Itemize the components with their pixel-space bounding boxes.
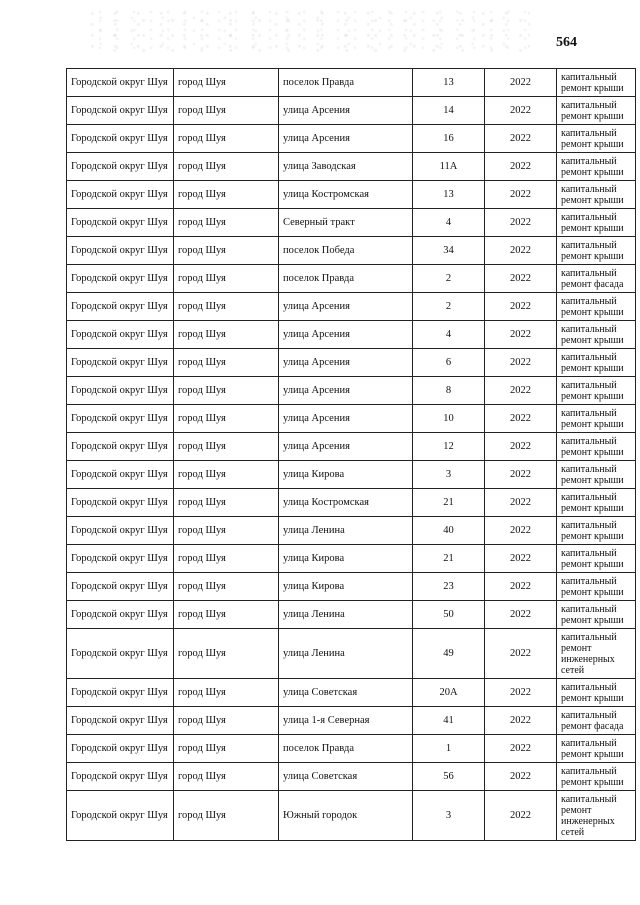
city-cell: город Шуя	[174, 209, 279, 237]
year-cell: 2022	[485, 181, 557, 209]
work-type-cell: капитальный ремонт крыши	[557, 517, 636, 545]
city-cell: город Шуя	[174, 679, 279, 707]
year-cell: 2022	[485, 517, 557, 545]
okrug-cell: Городской округ Шуя	[67, 791, 174, 841]
table-row	[67, 321, 636, 349]
house-number-cell: 21	[413, 545, 485, 573]
work-type-cell: капитальный ремонт крыши	[557, 405, 636, 433]
table-row	[67, 629, 636, 679]
work-type-cell: капитальный ремонт крыши	[557, 601, 636, 629]
okrug-cell: Городской округ Шуя	[67, 181, 174, 209]
okrug-cell: Городской округ Шуя	[67, 153, 174, 181]
year-cell: 2022	[485, 573, 557, 601]
year-cell: 2022	[485, 293, 557, 321]
table-row	[67, 489, 636, 517]
year-cell: 2022	[485, 629, 557, 679]
year-cell: 2022	[485, 209, 557, 237]
table-row	[67, 349, 636, 377]
house-number-cell: 50	[413, 601, 485, 629]
city-cell: город Шуя	[174, 405, 279, 433]
city-cell: город Шуя	[174, 433, 279, 461]
table-row	[67, 181, 636, 209]
year-cell: 2022	[485, 791, 557, 841]
year-cell: 2022	[485, 763, 557, 791]
okrug-cell: Городской округ Шуя	[67, 265, 174, 293]
work-type-cell: капитальный ремонт крыши	[557, 153, 636, 181]
work-type-cell: капитальный ремонт инженерных сетей	[557, 791, 636, 841]
city-cell: город Шуя	[174, 573, 279, 601]
okrug-cell: Городской округ Шуя	[67, 517, 174, 545]
house-number-cell: 4	[413, 209, 485, 237]
city-cell: город Шуя	[174, 629, 279, 679]
house-number-cell: 40	[413, 517, 485, 545]
city-cell: город Шуя	[174, 69, 279, 97]
city-cell: город Шуя	[174, 97, 279, 125]
scan-artifacts	[90, 10, 530, 55]
street-cell: улица Советская	[279, 679, 413, 707]
year-cell: 2022	[485, 461, 557, 489]
table-row	[67, 377, 636, 405]
page-number: 564	[556, 35, 577, 50]
year-cell: 2022	[485, 405, 557, 433]
street-cell: улица Заводская	[279, 153, 413, 181]
work-type-cell: капитальный ремонт крыши	[557, 489, 636, 517]
year-cell: 2022	[485, 377, 557, 405]
table-body	[67, 69, 636, 841]
city-cell: город Шуя	[174, 517, 279, 545]
work-type-cell: капитальный ремонт крыши	[557, 377, 636, 405]
okrug-cell: Городской округ Шуя	[67, 735, 174, 763]
work-type-cell: капитальный ремонт крыши	[557, 763, 636, 791]
okrug-cell: Городской округ Шуя	[67, 679, 174, 707]
city-cell: город Шуя	[174, 265, 279, 293]
okrug-cell: Городской округ Шуя	[67, 237, 174, 265]
city-cell: город Шуя	[174, 461, 279, 489]
okrug-cell: Городской округ Шуя	[67, 601, 174, 629]
work-type-cell: капитальный ремонт фасада	[557, 265, 636, 293]
city-cell: город Шуя	[174, 763, 279, 791]
street-cell: улица Арсения	[279, 349, 413, 377]
year-cell: 2022	[485, 545, 557, 573]
street-cell: улица Арсения	[279, 97, 413, 125]
table-row	[67, 601, 636, 629]
street-cell: Северный тракт	[279, 209, 413, 237]
house-number-cell: 1	[413, 735, 485, 763]
table-row	[67, 153, 636, 181]
table-row	[67, 265, 636, 293]
street-cell: улица Арсения	[279, 405, 413, 433]
street-cell: улица Арсения	[279, 377, 413, 405]
street-cell: поселок Победа	[279, 237, 413, 265]
house-number-cell: 3	[413, 791, 485, 841]
street-cell: улица Арсения	[279, 293, 413, 321]
table-row	[67, 517, 636, 545]
work-type-cell: капитальный ремонт крыши	[557, 209, 636, 237]
table-row	[67, 69, 636, 97]
street-cell: Южный городок	[279, 791, 413, 841]
city-cell: город Шуя	[174, 489, 279, 517]
okrug-cell: Городской округ Шуя	[67, 489, 174, 517]
table-row	[67, 735, 636, 763]
house-number-cell: 20А	[413, 679, 485, 707]
year-cell: 2022	[485, 265, 557, 293]
okrug-cell: Городской округ Шуя	[67, 461, 174, 489]
city-cell: город Шуя	[174, 237, 279, 265]
house-number-cell: 16	[413, 125, 485, 153]
year-cell: 2022	[485, 735, 557, 763]
street-cell: улица Арсения	[279, 433, 413, 461]
house-number-cell: 13	[413, 181, 485, 209]
okrug-cell: Городской округ Шуя	[67, 707, 174, 735]
table-row	[67, 405, 636, 433]
street-cell: улица Кирова	[279, 545, 413, 573]
street-cell: улица Костромская	[279, 489, 413, 517]
city-cell: город Шуя	[174, 181, 279, 209]
table-row	[67, 763, 636, 791]
table-row	[67, 707, 636, 735]
table-row	[67, 209, 636, 237]
year-cell: 2022	[485, 679, 557, 707]
city-cell: город Шуя	[174, 153, 279, 181]
repair-registry-table	[66, 68, 636, 841]
year-cell: 2022	[485, 489, 557, 517]
work-type-cell: капитальный ремонт крыши	[557, 461, 636, 489]
street-cell: улица Ленина	[279, 517, 413, 545]
city-cell: город Шуя	[174, 601, 279, 629]
house-number-cell: 8	[413, 377, 485, 405]
street-cell: улица Арсения	[279, 321, 413, 349]
okrug-cell: Городской округ Шуя	[67, 125, 174, 153]
house-number-cell: 2	[413, 293, 485, 321]
year-cell: 2022	[485, 707, 557, 735]
street-cell: улица Кирова	[279, 461, 413, 489]
house-number-cell: 21	[413, 489, 485, 517]
okrug-cell: Городской округ Шуя	[67, 629, 174, 679]
house-number-cell: 11А	[413, 153, 485, 181]
okrug-cell: Городской округ Шуя	[67, 209, 174, 237]
year-cell: 2022	[485, 69, 557, 97]
year-cell: 2022	[485, 153, 557, 181]
house-number-cell: 10	[413, 405, 485, 433]
year-cell: 2022	[485, 433, 557, 461]
year-cell: 2022	[485, 601, 557, 629]
work-type-cell: капитальный ремонт крыши	[557, 349, 636, 377]
okrug-cell: Городской округ Шуя	[67, 349, 174, 377]
table-row	[67, 545, 636, 573]
work-type-cell: капитальный ремонт крыши	[557, 237, 636, 265]
city-cell: город Шуя	[174, 293, 279, 321]
city-cell: город Шуя	[174, 545, 279, 573]
year-cell: 2022	[485, 97, 557, 125]
street-cell: улица Ленина	[279, 629, 413, 679]
okrug-cell: Городской округ Шуя	[67, 433, 174, 461]
street-cell: поселок Правда	[279, 69, 413, 97]
work-type-cell: капитальный ремонт крыши	[557, 735, 636, 763]
work-type-cell: капитальный ремонт крыши	[557, 69, 636, 97]
okrug-cell: Городской округ Шуя	[67, 321, 174, 349]
street-cell: улица Советская	[279, 763, 413, 791]
table-row	[67, 461, 636, 489]
street-cell: поселок Правда	[279, 265, 413, 293]
city-cell: город Шуя	[174, 707, 279, 735]
table-row	[67, 433, 636, 461]
street-cell: улица Ленина	[279, 601, 413, 629]
house-number-cell: 4	[413, 321, 485, 349]
house-number-cell: 6	[413, 349, 485, 377]
city-cell: город Шуя	[174, 349, 279, 377]
work-type-cell: капитальный ремонт крыши	[557, 181, 636, 209]
city-cell: город Шуя	[174, 735, 279, 763]
table-row	[67, 237, 636, 265]
okrug-cell: Городской округ Шуя	[67, 293, 174, 321]
okrug-cell: Городской округ Шуя	[67, 763, 174, 791]
table-row	[67, 97, 636, 125]
year-cell: 2022	[485, 349, 557, 377]
city-cell: город Шуя	[174, 125, 279, 153]
work-type-cell: капитальный ремонт крыши	[557, 433, 636, 461]
okrug-cell: Городской округ Шуя	[67, 377, 174, 405]
street-cell: улица Арсения	[279, 125, 413, 153]
table-row	[67, 293, 636, 321]
house-number-cell: 12	[413, 433, 485, 461]
table-row	[67, 791, 636, 841]
city-cell: город Шуя	[174, 377, 279, 405]
street-cell: улица Костромская	[279, 181, 413, 209]
city-cell: город Шуя	[174, 791, 279, 841]
city-cell: город Шуя	[174, 321, 279, 349]
street-cell: улица 1-я Северная	[279, 707, 413, 735]
street-cell: поселок Правда	[279, 735, 413, 763]
house-number-cell: 23	[413, 573, 485, 601]
okrug-cell: Городской округ Шуя	[67, 97, 174, 125]
table-row	[67, 125, 636, 153]
house-number-cell: 49	[413, 629, 485, 679]
work-type-cell: капитальный ремонт крыши	[557, 573, 636, 601]
house-number-cell: 3	[413, 461, 485, 489]
year-cell: 2022	[485, 125, 557, 153]
okrug-cell: Городской округ Шуя	[67, 405, 174, 433]
okrug-cell: Городской округ Шуя	[67, 573, 174, 601]
house-number-cell: 13	[413, 69, 485, 97]
year-cell: 2022	[485, 321, 557, 349]
house-number-cell: 2	[413, 265, 485, 293]
work-type-cell: капитальный ремонт крыши	[557, 293, 636, 321]
work-type-cell: капитальный ремонт крыши	[557, 679, 636, 707]
work-type-cell: капитальный ремонт крыши	[557, 125, 636, 153]
house-number-cell: 41	[413, 707, 485, 735]
work-type-cell: капитальный ремонт инженерных сетей	[557, 629, 636, 679]
year-cell: 2022	[485, 237, 557, 265]
okrug-cell: Городской округ Шуя	[67, 545, 174, 573]
work-type-cell: капитальный ремонт крыши	[557, 545, 636, 573]
house-number-cell: 14	[413, 97, 485, 125]
work-type-cell: капитальный ремонт крыши	[557, 97, 636, 125]
work-type-cell: капитальный ремонт крыши	[557, 321, 636, 349]
work-type-cell: капитальный ремонт фасада	[557, 707, 636, 735]
table-row	[67, 679, 636, 707]
table-row	[67, 573, 636, 601]
house-number-cell: 56	[413, 763, 485, 791]
okrug-cell: Городской округ Шуя	[67, 69, 174, 97]
house-number-cell: 34	[413, 237, 485, 265]
street-cell: улица Кирова	[279, 573, 413, 601]
